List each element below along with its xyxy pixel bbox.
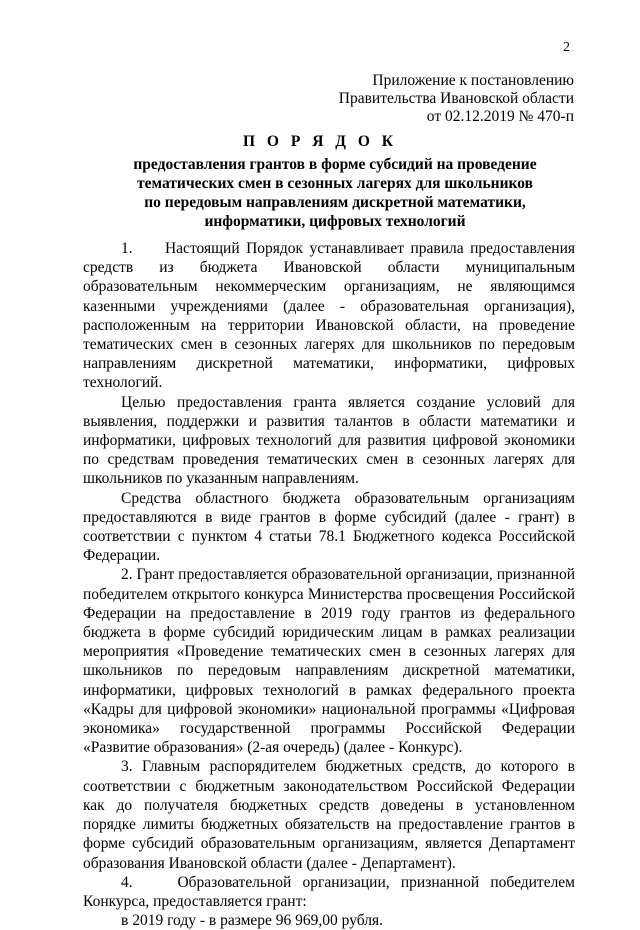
page-number: 2 — [563, 40, 570, 55]
subtitle-line: тематических смен в сезонных лагерях для школьников — [137, 175, 533, 192]
subtitle-line: информатики, цифровых технологий — [204, 213, 466, 230]
document-body — [83, 239, 575, 930]
appendix-line: Правительства Ивановской области — [338, 90, 574, 107]
paragraph-funds: Средства областного бюджета образовательным организациям предоставляются в виде грантов в форме субсидий (далее - грант) в соответствии с пунктом 4 статьи 78.1 Бюджетного кодекса Российской Федерации. — [83, 489, 575, 565]
subtitle-line: по передовым направлениям дискретной математики, — [144, 194, 526, 211]
subtitle-line: предоставления грантов в форме субсидий на проведение — [133, 156, 537, 173]
appendix-header — [339, 72, 574, 126]
appendix-line: от 02.12.2019 № 470-п — [426, 108, 574, 125]
paragraph-purpose: Целью предоставления гранта является создание условий для выявления, поддержки и развития талантов в области математики и информатики, цифровых технологий для развития цифровой экономики по средствам проведения тематических смен в сезонных лагерях для школьников по указанным направлениям. — [83, 393, 575, 488]
paragraph-3: 3. Главным распорядителем бюджетных средств, до которого в соответствии с бюджетным законодательством Российской Федерации как до получателя бюджетных средств доведены в установленном порядке лимиты бюджетных обязательств на предоставление грантов в форме субсидий образовательным организациям, является Департамент образования Ивановской области (далее - Департамент). — [83, 758, 575, 872]
paragraph-grant-amount: в 2019 году - в размере 96 969,00 рубля. — [121, 912, 384, 930]
appendix-line: Приложение к постановлению — [372, 72, 574, 89]
document-title: П О Р Я Д О К — [243, 133, 397, 150]
paragraph-1: 1. Настоящий Порядок устанавливает правила предоставления средств из бюджета Ивановской области муниципальным образовательным некоммерческим организациям, не являющимся казенными учреждениями (далее - образовательная организация), расположенным на территории Ивановской области, на проведение тематических смен в сезонных лагерях для школьников по передовым направлениям дискретной математики, информатики, цифровых технологий. — [83, 240, 575, 392]
paragraph-2: 2. Грант предоставляется образовательной организации, признанной победителем открытого конкурса Министерства просвещения Российской Федерации на предоставление в 2019 году грантов из федерального бюджета в форме субсидий юридическим лицам в рамках реализации мероприятия «Проведение тематических смен в сезонных лагерях для школьников по передовым направлениям дискретной математики, информатики, цифровых технологий в рамках федерального проекта «Кадры для цифровой экономики» национальной программы «Цифровая экономика» государственной программы Российской Федерации «Развитие образования» (2-ая очередь) (далее - Конкурс). — [83, 566, 575, 757]
paragraph-4: 4. Образовательной организации, признанной победителем Конкурса, предоставляется грант: — [83, 873, 575, 910]
document-subtitle — [100, 155, 570, 231]
